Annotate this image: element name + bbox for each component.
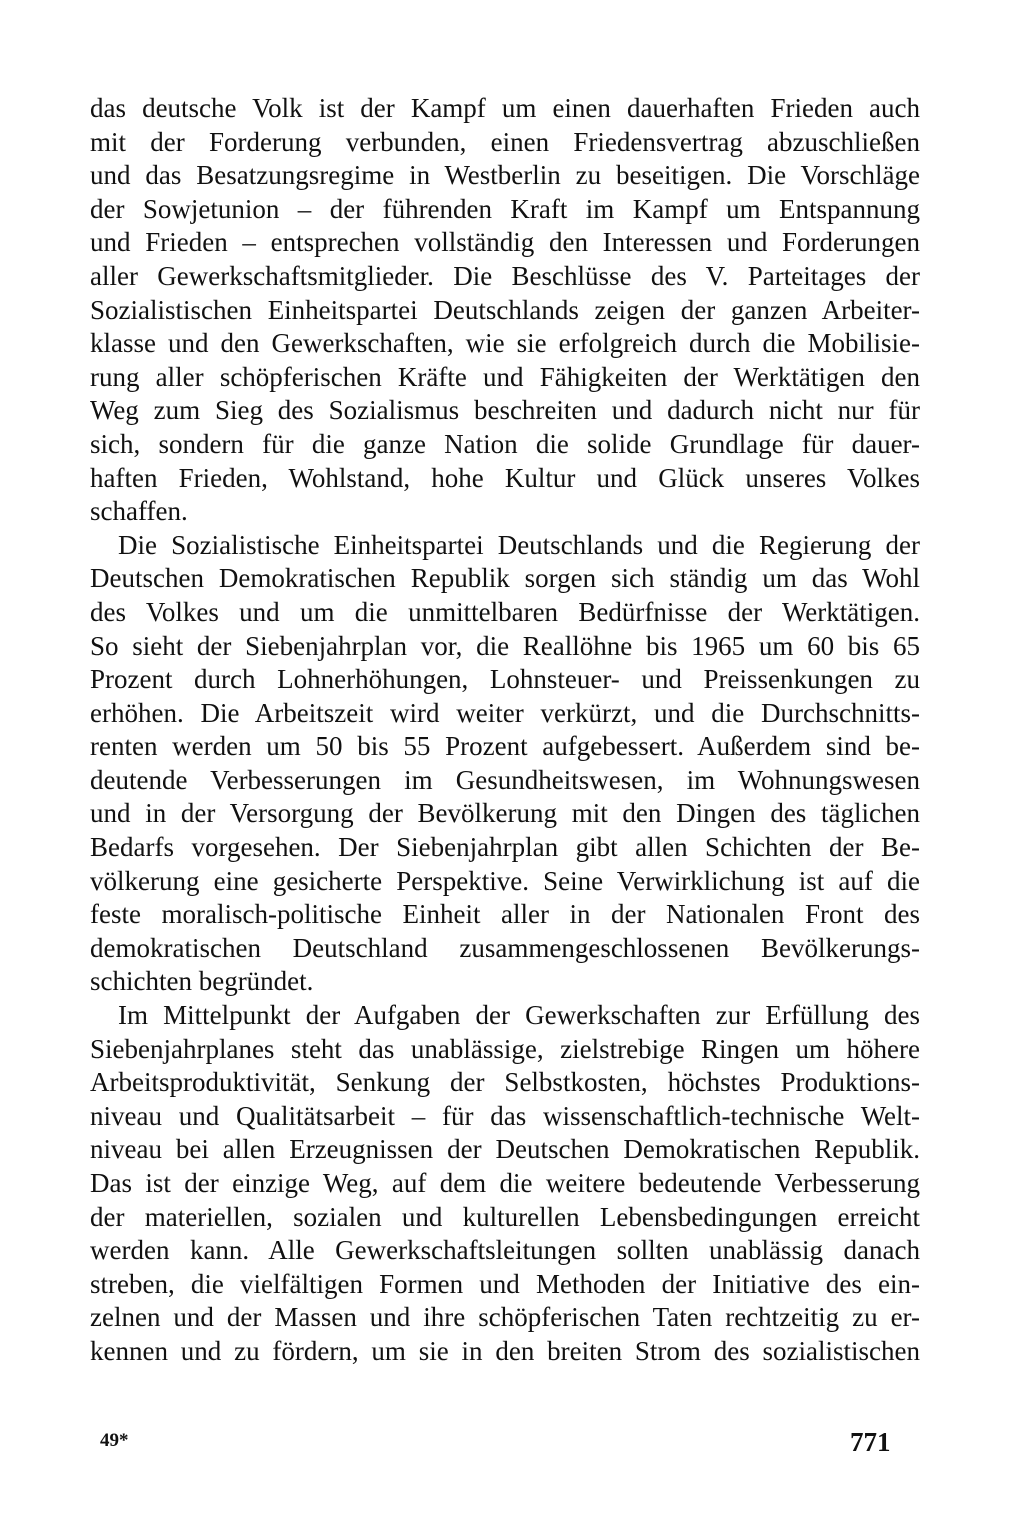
page-footer — [90, 1425, 920, 1461]
text-line-30: Arbeitsproduktivität, Senkung der Selbstkosten, höchstes Produktions- — [90, 1067, 920, 1098]
text-line-31: niveau und Qualitätsarbeit – für das wissenschaftlich-technische Welt- — [90, 1100, 920, 1131]
signature-mark: 49* — [100, 1430, 129, 1451]
text-line-20: renten werden um 50 bis 55 Prozent aufgebessert. Außerdem sind be- — [90, 731, 920, 762]
text-line-8: klasse und den Gewerkschaften, wie sie erfolgreich durch die Mobilisie- — [90, 328, 920, 359]
text-line-36: streben, die vielfältigen Formen und Methoden der Initiative des ein- — [90, 1268, 920, 1299]
text-line-26: demokratischen Deutschland zusammengeschlossenen Bevölkerungs- — [90, 932, 920, 963]
text-line-18: Prozent durch Lohnerhöhungen, Lohnsteuer- und Preissenkungen zu — [90, 664, 920, 695]
text-line-38: kennen und zu fördern, um sie in den breiten Strom des sozialistischen — [90, 1335, 920, 1366]
text-line-23: Bedarfs vorgesehen. Der Siebenjahrplan gibt allen Schichten der Be- — [90, 832, 920, 863]
text-line-19: erhöhen. Die Arbeitszeit wird weiter verkürzt, und die Durchschnitts- — [90, 697, 920, 728]
text-line-24: völkerung eine gesicherte Perspektive. Seine Verwirklichung ist auf die — [90, 865, 920, 896]
text-line-27: schichten begründet. — [90, 966, 314, 997]
text-line-3: und das Besatzungsregime in Westberlin zu beseitigen. Die Vorschläge — [90, 160, 920, 191]
text-line-17: So sieht der Siebenjahrplan vor, die Reallöhne bis 1965 um 60 bis 65 — [90, 630, 920, 661]
text-line-9: rung aller schöpferischen Kräfte und Fähigkeiten der Werktätigen den — [90, 361, 920, 392]
text-line-10: Weg zum Sieg des Sozialismus beschreiten und dadurch nicht nur für — [90, 395, 920, 426]
text-line-25: feste moralisch-politische Einheit aller in der Nationalen Front des — [90, 899, 920, 930]
text-line-7: Sozialistischen Einheitspartei Deutschlands zeigen der ganzen Arbeiter- — [90, 294, 920, 325]
text-line-12: haften Frieden, Wohlstand, hohe Kultur und Glück unseres Volkes — [90, 462, 920, 493]
text-line-21: deutende Verbesserungen im Gesundheitswesen, im Wohnungswesen — [90, 764, 920, 795]
text-line-14: Die Sozialistische Einheitspartei Deutschlands und die Regierung der — [118, 529, 920, 560]
text-line-1: das deutsche Volk ist der Kampf um einen dauerhaften Frieden auch — [90, 93, 920, 123]
text-line-2: mit der Forderung verbunden, einen Friedensvertrag abzuschließen — [90, 126, 920, 157]
text-line-37: zelnen und der Massen und ihre schöpferischen Taten rechtzeitig zu er- — [90, 1302, 920, 1333]
text-line-4: der Sowjetunion – der führenden Kraft im Kampf um Entspannung — [90, 193, 920, 224]
text-line-32: niveau bei allen Erzeugnissen der Deutschen Demokratischen Republik. — [90, 1134, 920, 1165]
text-line-11: sich, sondern für die ganze Nation die solide Grundlage für dauer- — [90, 428, 920, 459]
text-line-22: und in der Versorgung der Bevölkerung mit den Dingen des täglichen — [90, 798, 920, 829]
text-line-15: Deutschen Demokratischen Republik sorgen sich ständig um das Wohl — [90, 563, 920, 594]
text-line-35: werden kann. Alle Gewerkschaftsleitungen sollten unablässig danach — [90, 1235, 920, 1266]
text-line-33: Das ist der einzige Weg, auf dem die weitere bedeutende Verbesserung — [90, 1168, 920, 1198]
text-line-5: und Frieden – entsprechen vollständig den Interessen und Forderungen — [90, 227, 920, 258]
text-line-13: schaffen. — [90, 496, 188, 527]
text-line-16: des Volkes und um die unmittelbaren Bedürfnisse der Werktätigen. — [90, 596, 920, 627]
text-line-34: der materiellen, sozialen und kulturellen Lebensbedingungen erreicht — [90, 1201, 920, 1232]
text-line-28: Im Mittelpunkt der Aufgaben der Gewerkschaften zur Erfüllung des — [118, 1000, 920, 1031]
page-number: 771 — [850, 1427, 891, 1457]
text-line-6: aller Gewerkschaftsmitglieder. Die Beschlüsse des V. Parteitages der — [90, 260, 920, 291]
text-line-29: Siebenjahrplanes steht das unablässige, zielstrebige Ringen um höhere — [90, 1033, 920, 1064]
body-text — [90, 92, 920, 1369]
